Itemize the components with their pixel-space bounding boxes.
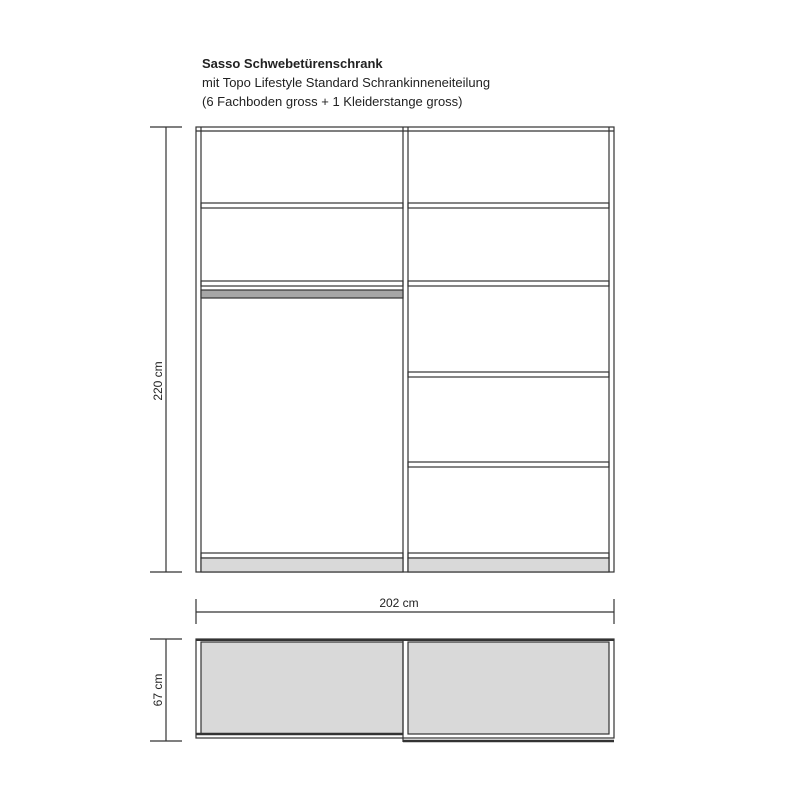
right-shelf-3 (408, 372, 609, 377)
right-shelf-1 (408, 203, 609, 208)
front-outer-frame (196, 127, 614, 572)
top-view-left-door-panel (201, 642, 403, 734)
diagram-subtitle-line-1: mit Topo Lifestyle Standard Schrankinneneiteilung (202, 75, 491, 90)
width-label: 202 cm (379, 596, 419, 610)
clothes-rail (201, 290, 403, 298)
height-label: 220 cm (151, 361, 165, 401)
diagram-title: Sasso Schwebetürenschrank (202, 56, 383, 71)
right-plinth (408, 558, 609, 572)
front-view (196, 127, 614, 572)
diagram-subtitle-line-2: (6 Fachboden gross + 1 Kleiderstange gross) (202, 94, 463, 109)
left-shelf-2 (201, 281, 403, 286)
right-shelf-4 (408, 462, 609, 467)
right-shelf-2 (408, 281, 609, 286)
right-bottom-board (408, 553, 609, 558)
left-plinth (201, 558, 403, 572)
top-view-right-door-panel (408, 642, 609, 734)
left-shelf-1 (201, 203, 403, 208)
left-bottom-board (201, 553, 403, 558)
depth-label: 67 cm (151, 673, 165, 707)
height-dimension (150, 127, 182, 572)
top-view (196, 639, 614, 742)
